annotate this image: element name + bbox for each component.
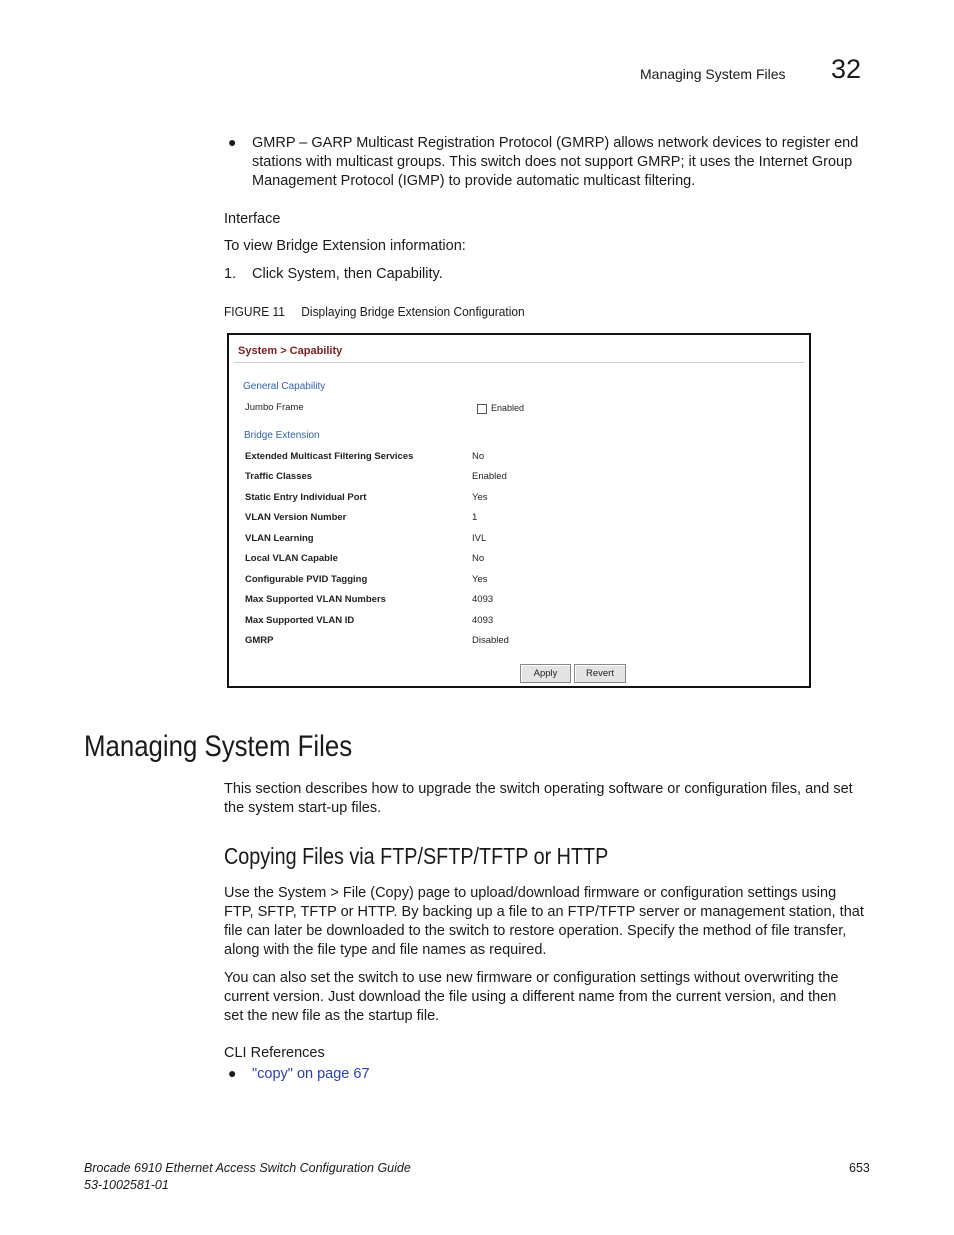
row-label: VLAN Version Number	[245, 512, 347, 523]
gmrp-term: GMRP	[252, 135, 296, 151]
row-label: Extended Multicast Filtering Services	[245, 451, 414, 462]
row-label: Static Entry Individual Port	[245, 492, 367, 503]
footer-doc-title: Brocade 6910 Ethernet Access Switch Configuration Guide	[84, 1161, 411, 1175]
breadcrumb: System > Capability	[238, 345, 343, 357]
footer-page-number: 653	[849, 1161, 870, 1175]
bullet-icon: ●	[228, 134, 237, 150]
interface-intro: To view Bridge Extension information:	[224, 238, 466, 254]
section-title: Managing System Files	[84, 730, 353, 763]
jumbo-frame-label: Jumbo Frame	[245, 402, 304, 413]
figure-caption	[224, 304, 525, 319]
row-value: Yes	[472, 492, 488, 503]
para-line: along with the file type and file names as required.	[224, 942, 547, 958]
row-value: Enabled	[472, 471, 507, 482]
gmrp-line: – GARP Multicast Registration Protocol (GMRP) allows network devices to register end	[295, 135, 859, 151]
cli-references-heading: CLI References	[224, 1045, 325, 1061]
para-line: file can later be downloaded to the switch to restore operation. Specify the method of file transfer,	[224, 923, 847, 939]
bullet-icon: ●	[228, 1065, 237, 1081]
gmrp-bullet-text	[252, 134, 892, 191]
section-intro	[224, 780, 884, 818]
row-label: GMRP	[245, 635, 274, 646]
panel-header	[234, 338, 804, 363]
row-label: Configurable PVID Tagging	[245, 574, 368, 585]
step-text: Click System, then Capability.	[252, 266, 443, 282]
para-line: FTP, SFTP, TFTP or HTTP. By backing up a file to an FTP/TFTP server or management station, that	[224, 904, 864, 920]
row-value: 4093	[472, 594, 494, 605]
para-line: set the new file as the startup file.	[224, 1008, 440, 1024]
chapter-number: 32	[831, 54, 862, 84]
gmrp-line: stations with multicast groups. This switch does not support GMRP; it uses the Internet Group	[252, 154, 853, 170]
subsection-title: Copying Files via FTP/SFTP/TFTP or HTTP	[224, 843, 609, 869]
figure-label: FIGURE 11	[224, 304, 285, 319]
row-label: Local VLAN Capable	[245, 553, 338, 564]
revert-button[interactable]: Revert	[574, 664, 626, 683]
bridge-extension-title: Bridge Extension	[244, 430, 320, 441]
general-capability-title: General Capability	[243, 381, 326, 392]
subsection-para-1	[224, 884, 884, 960]
step-number: 1.	[224, 266, 237, 282]
footer-doc-number: 53-1002581-01	[84, 1178, 169, 1192]
row-label: Max Supported VLAN ID	[245, 615, 355, 626]
gmrp-line: Management Protocol (IGMP) to provide automatic multicast filtering.	[252, 173, 696, 189]
section-intro-line: the system start-up files.	[224, 800, 382, 816]
jumbo-frame-checkbox[interactable]	[477, 404, 487, 414]
row-label: Max Supported VLAN Numbers	[245, 594, 386, 605]
row-value: 1	[472, 512, 478, 523]
row-value: No	[472, 553, 485, 564]
para-line: Use the System > File (Copy) page to upload/download firmware or configuration settings using	[224, 885, 837, 901]
row-value: Yes	[472, 574, 488, 585]
row-label: VLAN Learning	[245, 533, 314, 544]
jumbo-frame-checkbox-label: Enabled	[491, 403, 525, 413]
row-value: IVL	[472, 533, 487, 544]
apply-button[interactable]: Apply	[520, 664, 571, 683]
row-value: No	[472, 451, 485, 462]
para-line: You can also set the switch to use new firmware or configuration settings without overwriting the	[224, 970, 839, 986]
running-header-title: Managing System Files	[640, 66, 786, 82]
row-value: 4093	[472, 615, 494, 626]
subsection-para-2	[224, 969, 884, 1026]
para-line: current version. Just download the file using a different name from the current version, and then	[224, 989, 837, 1005]
row-label: Traffic Classes	[245, 471, 313, 482]
cli-reference-link[interactable]: "copy" on page 67	[252, 1066, 370, 1082]
capability-panel	[227, 333, 811, 688]
figure-title: Displaying Bridge Extension Configuration	[301, 304, 525, 319]
interface-heading: Interface	[224, 211, 281, 227]
section-intro-line: This section describes how to upgrade the switch operating software or configuration files, and set	[224, 781, 853, 797]
row-value: Disabled	[472, 635, 509, 646]
